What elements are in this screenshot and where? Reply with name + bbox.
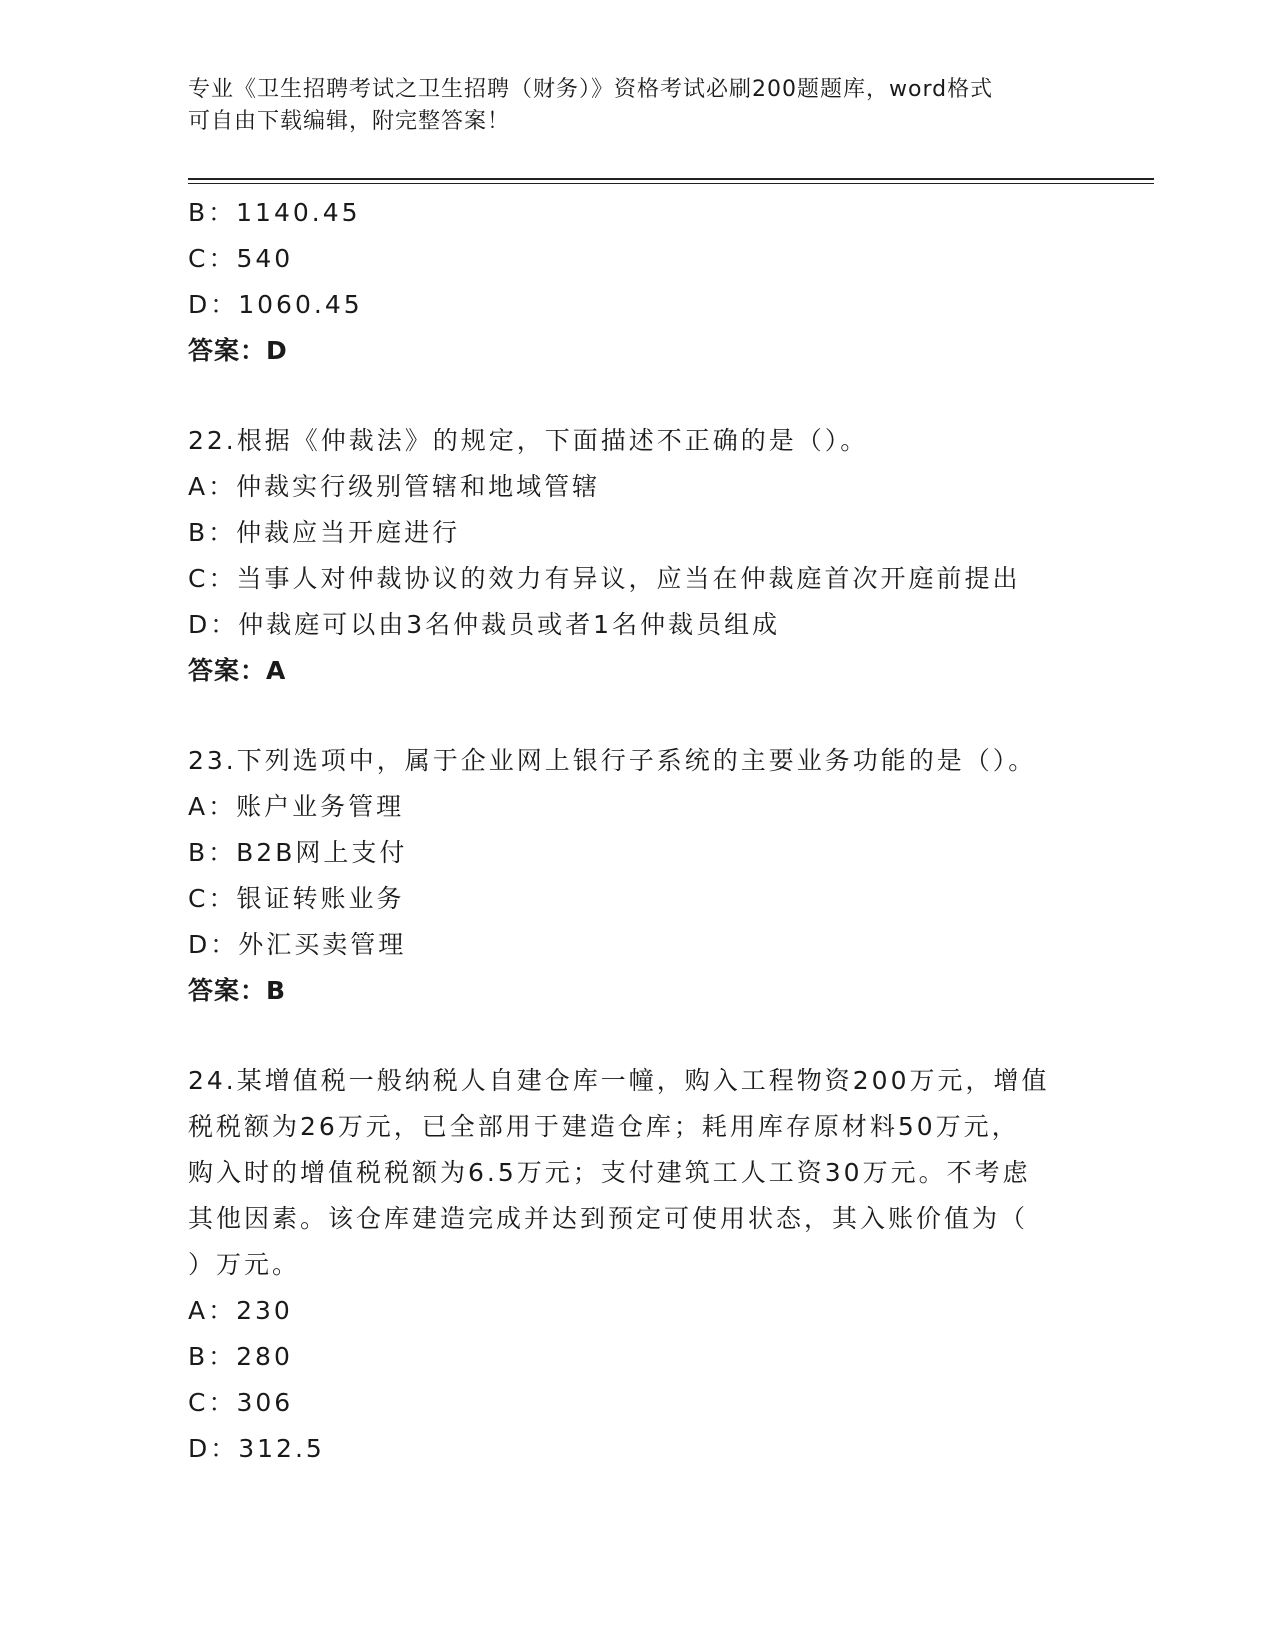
question-block-23 [188, 738, 1068, 1014]
document-header [188, 74, 1088, 138]
question-block-22 [188, 418, 1068, 694]
header-line-1: 专业《卫生招聘考试之卫生招聘（财务）》资格考试必刷200题题库，word格式 [188, 77, 994, 102]
block-gap [188, 1014, 1068, 1058]
option-a: A：仲裁实行级别管辖和地域管辖 [188, 472, 601, 501]
option-b: B：仲裁应当开庭进行 [188, 518, 461, 547]
block-gap [188, 694, 1068, 738]
option-a: A：账户业务管理 [188, 792, 405, 821]
question-block-prev [188, 190, 1068, 374]
question-stem: 22.根据《仲裁法》的规定，下面描述不正确的是（）。 [188, 426, 869, 455]
option-b: B：B2B网上支付 [188, 838, 408, 867]
question-stem-line-4: 其他因素。该仓库建造完成并达到预定可使用状态，其入账价值为（ [188, 1204, 1029, 1233]
question-block-24 [188, 1058, 1068, 1472]
question-stem-line-5: ）万元。 [188, 1250, 301, 1279]
option-c: C：银证转账业务 [188, 884, 405, 913]
answer-line: 答案：D [188, 336, 288, 365]
option-a: A：230 [188, 1296, 293, 1325]
option-c: C：306 [188, 1388, 294, 1417]
question-content [188, 190, 1068, 1472]
option-b: B：1140.45 [188, 198, 361, 227]
header-line-2: 可自由下载编辑，附完整答案！ [188, 109, 511, 134]
question-stem-line-2: 税税额为26万元，已全部用于建造仓库；耗用库存原材料50万元， [188, 1112, 1020, 1141]
option-c: C：当事人对仲裁协议的效力有异议，应当在仲裁庭首次开庭前提出 [188, 564, 1021, 593]
option-d: D：仲裁庭可以由3名仲裁员或者1名仲裁员组成 [188, 610, 781, 639]
header-rule-thin [188, 183, 1154, 184]
answer-line: 答案：A [188, 656, 287, 685]
option-d: D：1060.45 [188, 290, 363, 319]
question-stem-line-3: 购入时的增值税税额为6.5万元；支付建筑工人工资30万元。不考虑 [188, 1158, 1031, 1187]
option-c: C：540 [188, 244, 294, 273]
answer-line: 答案：B [188, 976, 287, 1005]
option-d: D：外汇买卖管理 [188, 930, 407, 959]
question-stem: 23.下列选项中，属于企业网上银行子系统的主要业务功能的是（）。 [188, 746, 1037, 775]
option-b: B：280 [188, 1342, 293, 1371]
block-gap [188, 374, 1068, 418]
option-d: D：312.5 [188, 1434, 325, 1463]
question-stem-line-1: 24.某增值税一般纳税人自建仓库一幢，购入工程物资200万元，增值 [188, 1066, 1050, 1095]
header-rule-thick [188, 178, 1154, 180]
